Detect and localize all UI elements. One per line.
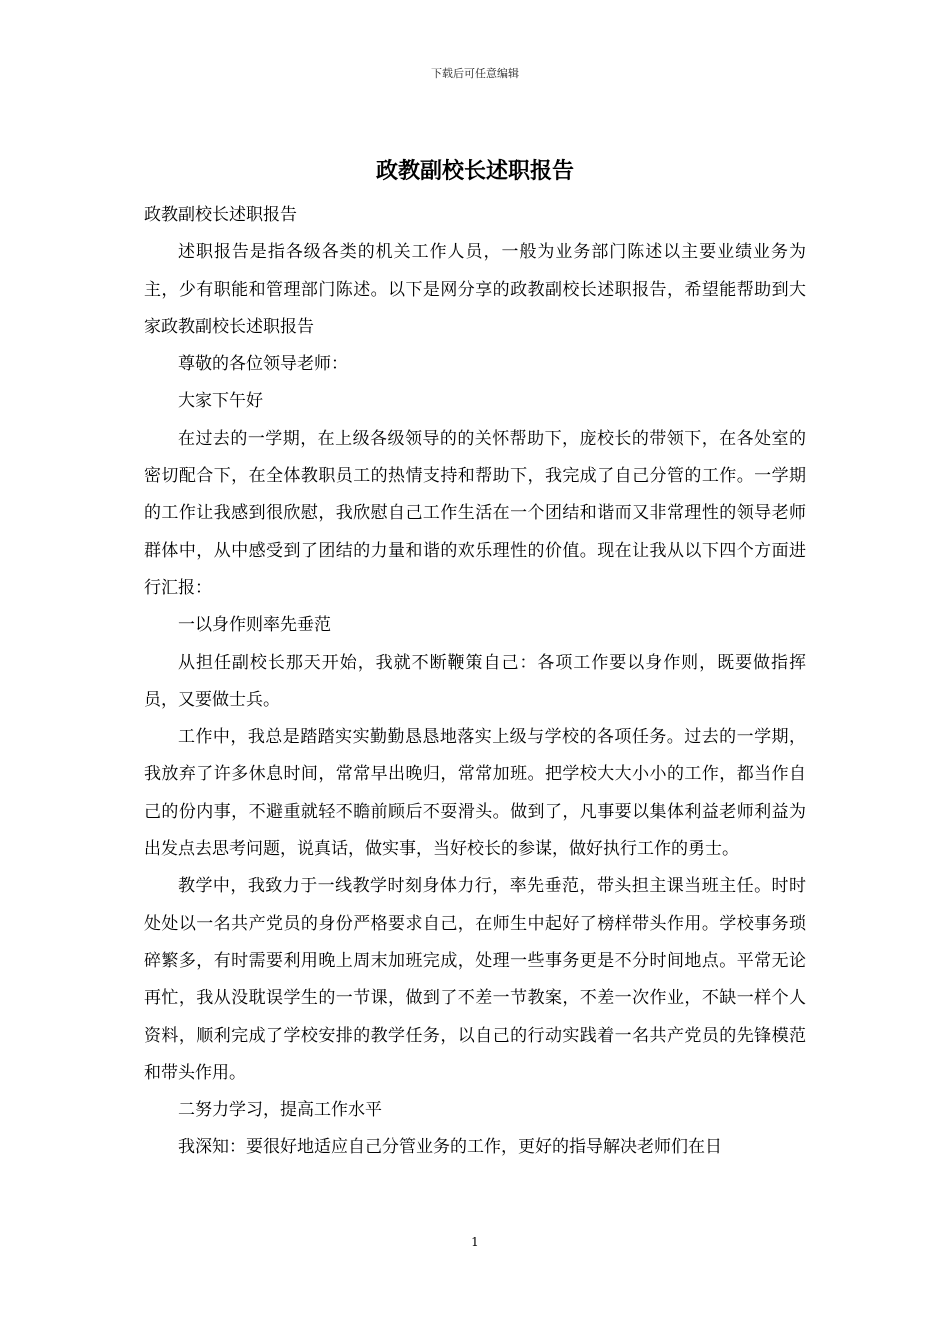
- section-heading-2: 二努力学习，提高工作水平: [178, 1100, 382, 1121]
- paragraph-greeting: 大家下午好: [178, 391, 263, 412]
- paragraph-subtitle: 政教副校长述职报告: [144, 205, 297, 225]
- paragraph-section2-a: 我深知：要很好地适应自己分管业务的工作，更好的指导解决老师们在日: [178, 1137, 722, 1158]
- paragraph-salutation: 尊敬的各位领导老师：: [178, 354, 348, 375]
- document-body: [144, 197, 806, 1167]
- document-title: 政教副校长述职报告: [375, 158, 574, 184]
- paragraph-overview: 在过去的一学期，在上级各级领导的的关怀帮助下，庞校长的带领下，在各处室的密切配合下，在全体教职员工的热情支持和帮助下，我完成了自己分管的工作。一学期的工作让我感到很欣慰，我欣慰自己工作生活在一个团结和谐而又非常理性的领导老师群体中，从中感受到了团结的力量和谐的欢乐理性的价值。现在让我从以下四个方面进行汇报：: [144, 428, 806, 598]
- page-number: 1: [471, 1235, 479, 1249]
- paragraph-section1-b: 工作中，我总是踏踏实实勤勤恳恳地落实上级与学校的各项任务。过去的一学期，我放弃了许多休息时间，常常早出晚归，常常加班。把学校大大小小的工作，都当作自己的份内事，不避重就轻不瞻前顾后不耍滑头。做到了，凡事要以集体利益老师利益为出发点去思考问题，说真话，做实事，当好校长的参谋，做好执行工作的勇士。: [144, 727, 806, 860]
- paragraph-section1-a: 从担任副校长那天开始，我就不断鞭策自己：各项工作要以身作则，既要做指挥员，又要做士兵。: [144, 652, 806, 710]
- header-note: 下载后可任意编辑: [431, 67, 519, 80]
- paragraph-intro: 述职报告是指各级各类的机关工作人员，一般为业务部门陈述以主要业绩业务为主，少有职能和管理部门陈述。以下是网分享的政教副校长述职报告，希望能帮助到大家政教副校长述职报告: [144, 242, 806, 337]
- section-heading-1: 一以身作则率先垂范: [178, 615, 331, 636]
- paragraph-section1-c: 教学中，我致力于一线教学时刻身体力行，率先垂范，带头担主课当班主任。时时处处以一名共产党员的身份严格要求自己，在师生中起好了榜样带头作用。学校事务琐碎繁多，有时需要利用晚上周末加班完成，处理一些事务更是不分时间地点。平常无论再忙，我从没耽误学生的一节课，做到了不差一节教案，不差一次作业，不缺一样个人资料，顺利完成了学校安排的教学任务，以自己的行动实践着一名共产党员的先锋模范和带头作用。: [144, 876, 806, 1083]
